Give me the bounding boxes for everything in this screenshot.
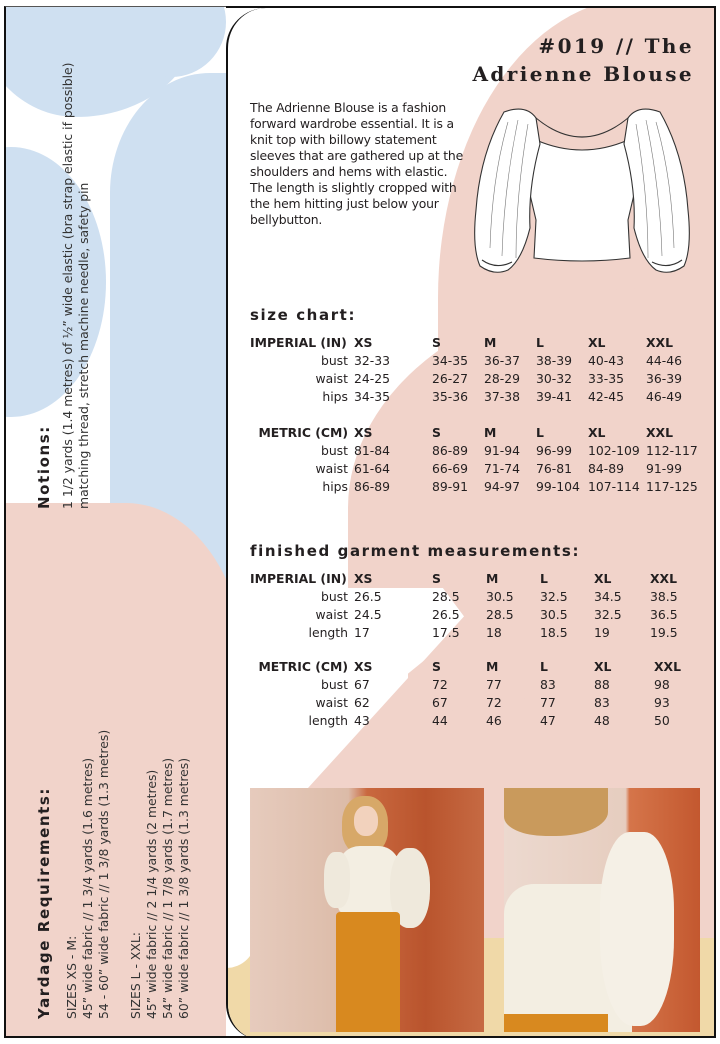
table-row bbox=[250, 588, 706, 606]
yardage-group-label: SIZES L - XXL: bbox=[128, 932, 143, 1019]
cell: 26.5 bbox=[354, 589, 382, 604]
table-row bbox=[250, 442, 704, 460]
cell: 83 bbox=[540, 677, 556, 692]
cell: 72 bbox=[432, 677, 448, 692]
finished-metric-table bbox=[250, 658, 710, 730]
cell: 66-69 bbox=[432, 461, 469, 476]
cell: 30.5 bbox=[486, 589, 514, 604]
pattern-description: The Adrienne Blouse is a fashion forward wardrobe essential. It is a knit top with billowy statement sleeves that are gathered up at the shoulders and hems with elastic. The length is slightly cropped with the hem hitting just below your bellybutton. bbox=[250, 100, 463, 227]
table-row bbox=[250, 676, 710, 694]
cell: 47 bbox=[540, 713, 556, 728]
cell: 77 bbox=[486, 677, 502, 692]
cell: 36.5 bbox=[650, 607, 678, 622]
cell: 42-45 bbox=[588, 389, 625, 404]
cell: 34-35 bbox=[432, 353, 469, 368]
size-header: S bbox=[432, 659, 441, 674]
row-label: waist bbox=[315, 461, 348, 476]
notions-yardage-panel bbox=[4, 6, 226, 1038]
size-chart-heading: size chart: bbox=[250, 306, 357, 324]
cell: 36-37 bbox=[484, 353, 521, 368]
table-header-row bbox=[250, 658, 710, 676]
cell: 48 bbox=[594, 713, 610, 728]
cell: 17.5 bbox=[432, 625, 460, 640]
cell: 24-25 bbox=[354, 371, 391, 386]
cell: 102-109 bbox=[588, 443, 640, 458]
table-row bbox=[250, 370, 704, 388]
size-header: XXL bbox=[646, 425, 674, 440]
cell: 72 bbox=[486, 695, 502, 710]
size-header: XL bbox=[588, 335, 606, 350]
pattern-title bbox=[473, 32, 695, 88]
blouse-sketch-icon bbox=[468, 98, 696, 288]
size-header: L bbox=[536, 335, 544, 350]
row-label: length bbox=[308, 713, 348, 728]
pattern-info-panel bbox=[226, 6, 716, 1038]
size-header: L bbox=[540, 571, 548, 586]
cell: 35-36 bbox=[432, 389, 469, 404]
unit-label: IMPERIAL (IN) bbox=[250, 335, 347, 350]
cell: 89-91 bbox=[432, 479, 469, 494]
table-row bbox=[250, 478, 704, 496]
table-row bbox=[250, 712, 710, 730]
size-header: XXL bbox=[650, 571, 678, 586]
size-header: M bbox=[486, 571, 499, 586]
cell: 61-64 bbox=[354, 461, 391, 476]
cell: 107-114 bbox=[588, 479, 640, 494]
table-row bbox=[250, 624, 706, 642]
yardage-group-xs-m bbox=[64, 730, 112, 1019]
size-header: XXL bbox=[646, 335, 674, 350]
size-header: L bbox=[536, 425, 544, 440]
cell: 28.5 bbox=[432, 589, 460, 604]
cell: 81-84 bbox=[354, 443, 391, 458]
cell: 83 bbox=[594, 695, 610, 710]
cell: 37-38 bbox=[484, 389, 521, 404]
yardage-group-label: SIZES XS - M: bbox=[64, 935, 79, 1019]
unit-label: METRIC (CM) bbox=[258, 659, 348, 674]
cell: 93 bbox=[654, 695, 670, 710]
cell: 30-32 bbox=[536, 371, 573, 386]
cell: 86-89 bbox=[354, 479, 391, 494]
cell: 67 bbox=[432, 695, 448, 710]
size-header: XS bbox=[354, 571, 373, 586]
table-row bbox=[250, 694, 710, 712]
sleeve-detail-photo bbox=[504, 788, 700, 1032]
cell: 44 bbox=[432, 713, 448, 728]
cell: 40-43 bbox=[588, 353, 625, 368]
notions-line: matching thread, stretch machine needle, safety pin bbox=[76, 182, 91, 509]
face bbox=[354, 806, 378, 836]
cell: 91-94 bbox=[484, 443, 521, 458]
row-label: bust bbox=[320, 677, 348, 692]
yardage-block bbox=[30, 730, 192, 1019]
unit-label: IMPERIAL (IN) bbox=[250, 571, 347, 586]
cell: 32.5 bbox=[594, 607, 622, 622]
cell: 38.5 bbox=[650, 589, 678, 604]
cell: 62 bbox=[354, 695, 370, 710]
cell: 26.5 bbox=[432, 607, 460, 622]
cell: 96-99 bbox=[536, 443, 573, 458]
pattern-name: Adrienne Blouse bbox=[472, 62, 694, 86]
row-label: length bbox=[308, 625, 348, 640]
pattern-card bbox=[226, 8, 716, 1038]
yardage-line: 45” wide fabric // 2 1/4 yards (2 metres) bbox=[144, 769, 159, 1019]
size-header: M bbox=[484, 335, 497, 350]
cell: 99-104 bbox=[536, 479, 580, 494]
yardage-line: 54 - 60” wide fabric // 1 3/8 yards (1.3 metres) bbox=[96, 729, 111, 1019]
row-label: bust bbox=[320, 443, 348, 458]
table-row bbox=[250, 606, 706, 624]
yardage-line: 54” wide fabric // 1 7/8 yards (1.7 metres) bbox=[160, 757, 175, 1019]
row-label: bust bbox=[320, 589, 348, 604]
cell: 36-39 bbox=[646, 371, 683, 386]
row-label: waist bbox=[315, 695, 348, 710]
size-header: XL bbox=[588, 425, 606, 440]
cell: 24.5 bbox=[354, 607, 382, 622]
table-row bbox=[250, 388, 704, 406]
table-row bbox=[250, 460, 704, 478]
size-header: S bbox=[432, 571, 441, 586]
table-header-row bbox=[250, 334, 704, 352]
hair bbox=[504, 788, 608, 836]
cell: 94-97 bbox=[484, 479, 521, 494]
cell: 33-35 bbox=[588, 371, 625, 386]
cell: 28-29 bbox=[484, 371, 521, 386]
finished-imperial-table bbox=[250, 570, 706, 642]
cell: 34-35 bbox=[354, 389, 391, 404]
size-chart-metric-table bbox=[250, 424, 704, 496]
cell: 18.5 bbox=[540, 625, 568, 640]
cell: 112-117 bbox=[646, 443, 698, 458]
cell: 17 bbox=[354, 625, 370, 640]
cell: 117-125 bbox=[646, 479, 698, 494]
size-header: XS bbox=[354, 425, 373, 440]
cell: 77 bbox=[540, 695, 556, 710]
size-header: XL bbox=[594, 659, 612, 674]
row-label: bust bbox=[320, 353, 348, 368]
cell: 19 bbox=[594, 625, 610, 640]
cell: 50 bbox=[654, 713, 670, 728]
table-header-row bbox=[250, 570, 706, 588]
finished-measurements-heading: finished garment measurements: bbox=[250, 542, 581, 560]
cell: 19.5 bbox=[650, 625, 678, 640]
table-row bbox=[250, 352, 704, 370]
row-label: waist bbox=[315, 607, 348, 622]
trousers bbox=[504, 1014, 608, 1032]
cell: 28.5 bbox=[486, 607, 514, 622]
trousers bbox=[336, 912, 400, 1032]
size-header: XL bbox=[594, 571, 612, 586]
cell: 46-49 bbox=[646, 389, 683, 404]
row-label: hips bbox=[322, 479, 348, 494]
cell: 30.5 bbox=[540, 607, 568, 622]
cell: 71-74 bbox=[484, 461, 521, 476]
yardage-group-l-xxl bbox=[128, 730, 192, 1019]
cell: 67 bbox=[354, 677, 370, 692]
cell: 38-39 bbox=[536, 353, 573, 368]
notions-heading: Notions: bbox=[35, 425, 53, 509]
model-full-length-photo bbox=[250, 788, 484, 1032]
cell: 26-27 bbox=[432, 371, 469, 386]
size-header: XS bbox=[354, 335, 373, 350]
size-header: M bbox=[484, 425, 497, 440]
cell: 32-33 bbox=[354, 353, 391, 368]
cell: 86-89 bbox=[432, 443, 469, 458]
cell: 46 bbox=[486, 713, 502, 728]
cell: 91-99 bbox=[646, 461, 683, 476]
sleeve bbox=[600, 832, 674, 1026]
size-header: S bbox=[432, 335, 441, 350]
table-header-row bbox=[250, 424, 704, 442]
size-chart-imperial-table bbox=[250, 334, 704, 406]
size-header: XS bbox=[354, 659, 373, 674]
unit-label: METRIC (CM) bbox=[258, 425, 348, 440]
row-label: waist bbox=[315, 371, 348, 386]
cell: 39-41 bbox=[536, 389, 573, 404]
size-header: XXL bbox=[654, 659, 682, 674]
notions-block bbox=[30, 63, 92, 510]
cell: 34.5 bbox=[594, 589, 622, 604]
yardage-heading: Yardage Requirements: bbox=[35, 786, 53, 1019]
notions-line: 1 1/2 yards (1.4 metres) of ½” wide elastic (bra strap elastic if possible) bbox=[60, 62, 75, 509]
sleeve-left bbox=[324, 852, 350, 908]
size-header: L bbox=[540, 659, 548, 674]
cell: 98 bbox=[654, 677, 670, 692]
cell: 32.5 bbox=[540, 589, 568, 604]
size-header: M bbox=[486, 659, 499, 674]
cell: 76-81 bbox=[536, 461, 573, 476]
yardage-line: 45” wide fabric // 1 3/4 yards (1.6 metres) bbox=[80, 757, 95, 1019]
size-header: S bbox=[432, 425, 441, 440]
cell: 18 bbox=[486, 625, 502, 640]
cell: 84-89 bbox=[588, 461, 625, 476]
cell: 44-46 bbox=[646, 353, 683, 368]
yardage-line: 60” wide fabric // 1 3/8 yards (1.3 metres) bbox=[176, 757, 191, 1019]
row-label: hips bbox=[322, 389, 348, 404]
cell: 43 bbox=[354, 713, 370, 728]
pattern-number: #019 // The bbox=[538, 34, 694, 58]
cell: 88 bbox=[594, 677, 610, 692]
